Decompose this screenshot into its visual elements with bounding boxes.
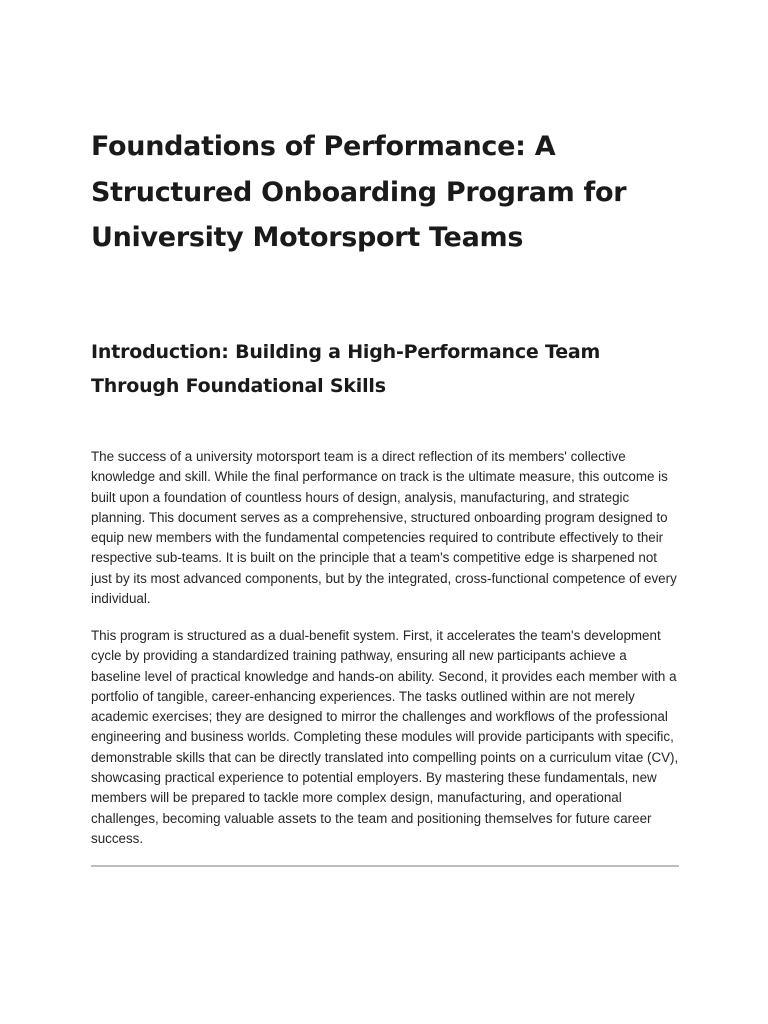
intro-paragraph-1: The success of a university motorsport team is a direct reflection of its members' collective knowledge and skill. While the final performance on track is the ultimate measure, this outcome is built upon a foundation of countless hours of design, analysis, manufacturing, and strategic planning. This document serves as a comprehensive, structured onboarding program designed to equip new members with the fundamental competencies required to contribute effectively to their respective sub-teams. It is built on the principle that a team's competitive edge is sharpened not just by its most advanced components, but by the integrated, cross-functional competence of every individual.	[91, 449, 677, 607]
section-heading-introduction: Introduction: Building a High-Performance Team Through Foundational Skills	[91, 341, 601, 397]
intro-paragraph-2: This program is structured as a dual-benefit system. First, it accelerates the team's development cycle by providing a standardized training pathway, ensuring all new participants achieve a baseline level of practical knowledge and hands-on ability. Second, it provides each member with a portfolio of tangible, career-enhancing experiences. The tasks outlined within are not merely academic exercises; they are designed to mirror the challenges and workflows of the professional engineering and business worlds. Completing these modules will provide participants with specific, demonstrable skills that can be directly translated into compelling points on a curriculum vitae (CV), showcasing practical experience to potential employers. By mastering these fundamentals, new members will be prepared to tackle more complex design, manufacturing, and operational challenges, becoming valuable assets to the team and positioning themselves for future career success.	[91, 628, 679, 846]
document-title: Foundations of Performance: A Structured Onboarding Program for University Motorsport Teams	[91, 131, 627, 253]
section-divider	[91, 865, 679, 867]
